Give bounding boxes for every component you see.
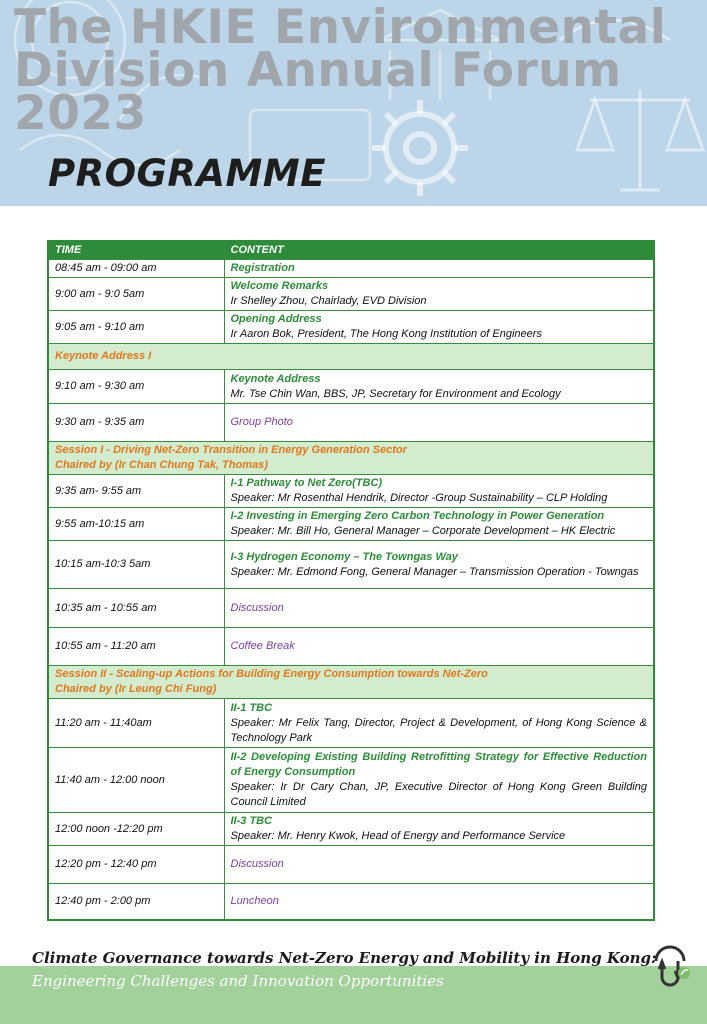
time-cell: 9:05 am - 9:10 am [48, 311, 224, 344]
section-title: Keynote Address I [55, 350, 152, 362]
table-row [48, 589, 654, 628]
content-cell [224, 260, 654, 278]
table-row [48, 628, 654, 666]
column-header-content: CONTENT [224, 241, 654, 260]
time-cell: 9:10 am - 9:30 am [48, 370, 224, 404]
table-row [48, 699, 654, 748]
table-row [48, 813, 654, 846]
item-detail: Ir Aaron Bok, President, The Hong Kong Institution of Engineers [230, 328, 542, 340]
item-plain: Discussion [230, 601, 284, 614]
time-cell: 10:35 am - 10:55 am [48, 589, 224, 628]
item-detail: Speaker: Mr. Bill Ho, General Manager – Corporate Development – HK Electric [230, 525, 616, 537]
time-cell: 12:40 pm - 2:00 pm [48, 884, 224, 920]
programme-heading: PROGRAMME [48, 152, 326, 195]
table-row [48, 846, 654, 884]
table-row [48, 508, 654, 541]
item-plain: Discussion [230, 858, 284, 870]
time-cell: 9:35 am- 9:55 am [48, 475, 224, 508]
section-title: Session II - Scaling-up Actions for Building Energy Consumption towards Net-Zero [55, 668, 488, 680]
item-plain: Group Photo [230, 416, 293, 428]
footer-theme-line2: Engineering Challenges and Innovation Opportunities [32, 972, 444, 990]
content-cell [224, 370, 654, 404]
content-cell [224, 884, 654, 920]
section-chair: Chaired by (Ir Leung Chi Fung) [55, 683, 217, 695]
item-title: II-2 Developing Existing Building Retrofitting Strategy for Effective Reduction of Energy Consumption [230, 751, 647, 778]
section-title: Session I - Driving Net-Zero Transition in Energy Generation Sector [55, 444, 407, 456]
content-cell [224, 699, 654, 748]
table-row [48, 748, 654, 813]
item-title: II-1 TBC [230, 701, 273, 714]
item-detail: Speaker: Mr Felix Tang, Director, Project & Development, of Hong Kong Science & Technology Park [230, 716, 647, 744]
time-cell: 9:55 am-10:15 am [48, 508, 224, 541]
table-header-row [48, 241, 654, 260]
content-cell [224, 404, 654, 442]
item-detail: Mr. Tse Chin Wan, BBS, JP, Secretary for Environment and Ecology [230, 387, 561, 400]
item-detail: Ir Shelley Zhou, Chairlady, EVD Division [230, 295, 427, 307]
item-title: Keynote Address [230, 372, 321, 385]
time-cell: 11:20 am - 11:40am [48, 699, 224, 748]
forum-title-line: 2023 [14, 86, 147, 141]
content-cell [224, 628, 654, 666]
table-row [48, 884, 654, 920]
section-cell [48, 666, 654, 699]
content-cell [224, 508, 654, 541]
table-row [48, 311, 654, 344]
content-cell [224, 311, 654, 344]
section-row [48, 442, 654, 475]
item-detail: Speaker: Mr. Edmond Fong, General Manager – Transmission Operation - Towngas [230, 565, 639, 578]
item-plain: Coffee Break [230, 640, 295, 652]
header-banner [0, 0, 707, 206]
section-chair: Chaired by (Ir Chan Chung Tak, Thomas) [55, 459, 268, 471]
table-row [48, 475, 654, 508]
recycle-logo-icon [648, 943, 692, 993]
forum-title-line: The HKIE Environmental [14, 0, 667, 55]
footer-theme-line1: Climate Governance towards Net-Zero Energy and Mobility in Hong Kong: [32, 949, 657, 967]
column-header-time: TIME [48, 241, 224, 260]
content-cell [224, 278, 654, 311]
section-row [48, 344, 654, 370]
item-title: II-3 TBC [230, 815, 273, 827]
item-title: I-3 Hydrogen Economy – The Towngas Way [230, 550, 458, 563]
time-cell: 12:20 pm - 12:40 pm [48, 846, 224, 884]
item-detail: Speaker: Ir Dr Cary Chan, JP, Executive Director of Hong Kong Green Building Council Limited [230, 781, 647, 808]
time-cell: 08:45 am - 09:00 am [48, 260, 224, 278]
content-cell [224, 589, 654, 628]
table-row [48, 370, 654, 404]
table-row [48, 278, 654, 311]
item-plain: Luncheon [230, 894, 279, 907]
content-cell [224, 846, 654, 884]
time-cell: 10:15 am-10:3 5am [48, 541, 224, 589]
time-cell: 9:30 am - 9:35 am [48, 404, 224, 442]
item-title: Welcome Remarks [230, 280, 329, 292]
content-cell [224, 475, 654, 508]
forum-title-line: Division Annual Forum [14, 43, 622, 98]
time-cell: 10:55 am - 11:20 am [48, 628, 224, 666]
content-cell [224, 813, 654, 846]
item-title: Registration [230, 262, 295, 274]
content-cell [224, 541, 654, 589]
item-detail: Speaker: Mr. Henry Kwok, Head of Energy and Performance Service [230, 830, 566, 842]
item-title: I-1 Pathway to Net Zero(TBC) [230, 477, 383, 489]
content-cell [224, 748, 654, 813]
time-cell: 11:40 am - 12:00 noon [48, 748, 224, 813]
table-row [48, 404, 654, 442]
table-row [48, 541, 654, 589]
item-title: I-2 Investing in Emerging Zero Carbon Technology in Power Generation [230, 510, 605, 522]
time-cell: 12:00 noon -12:20 pm [48, 813, 224, 846]
section-cell [48, 344, 654, 370]
table-row [48, 260, 654, 278]
section-row [48, 666, 654, 699]
forum-title [14, 0, 667, 141]
programme-table [47, 240, 655, 921]
time-cell: 9:00 am - 9:0 5am [48, 278, 224, 311]
section-cell [48, 442, 654, 475]
item-title: Opening Address [230, 313, 322, 325]
item-detail: Speaker: Mr Rosenthal Hendrik, Director -Group Sustainability – CLP Holding [230, 492, 608, 504]
